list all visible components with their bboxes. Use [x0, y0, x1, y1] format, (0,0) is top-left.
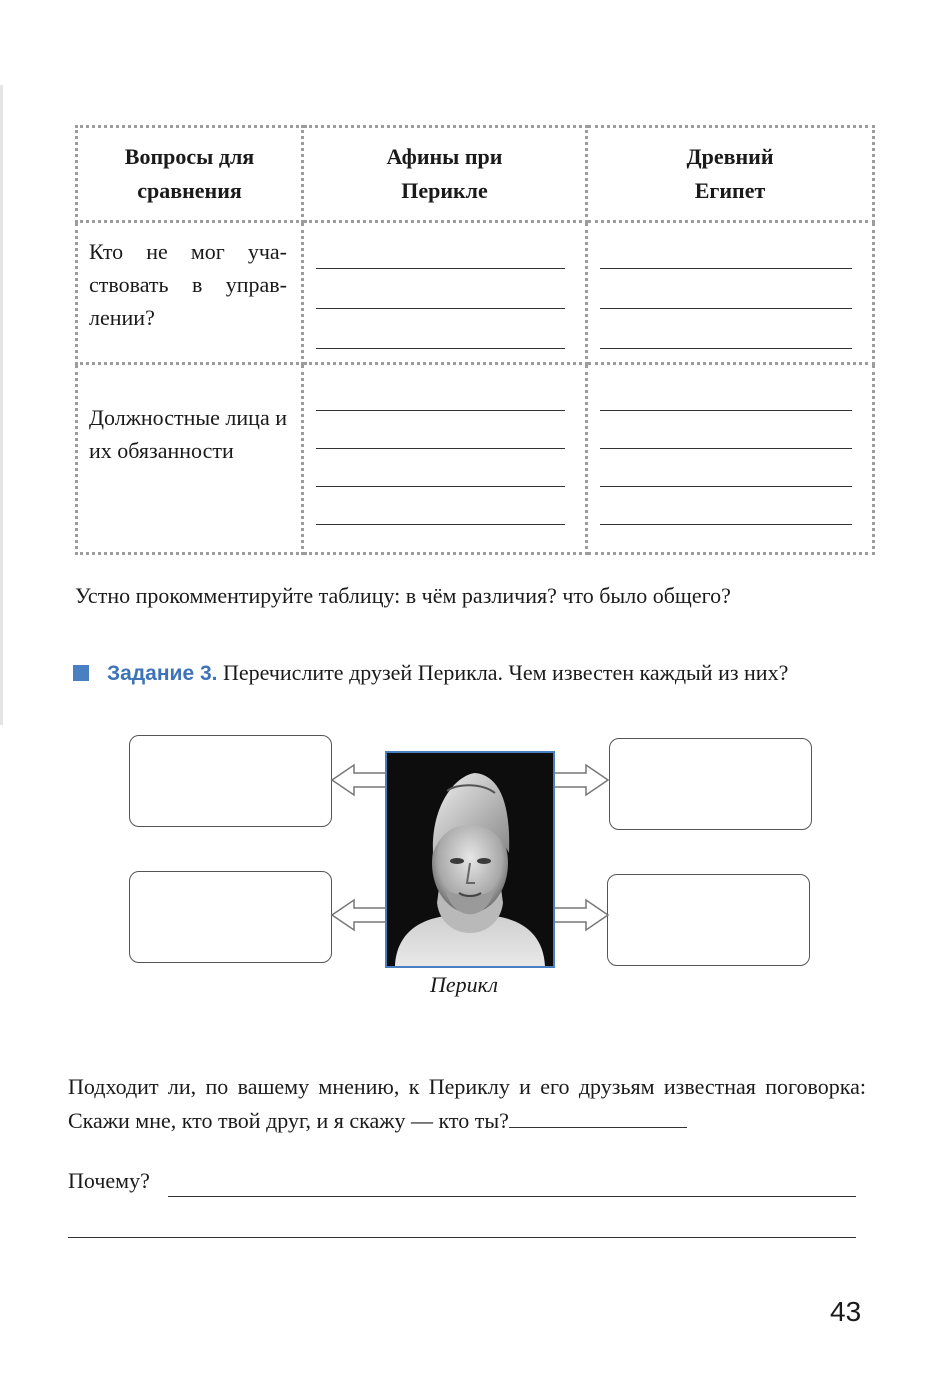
- pericles-bust-image: [387, 753, 553, 966]
- answer-line[interactable]: [316, 487, 565, 525]
- answer-line[interactable]: [600, 269, 852, 309]
- friend-answer-box-bottom-left[interactable]: [129, 871, 332, 963]
- pericles-portrait: [385, 751, 555, 968]
- square-bullet-icon: [73, 665, 89, 681]
- header-egypt: Древний Египет: [587, 127, 874, 222]
- answer-line[interactable]: [316, 269, 565, 309]
- answer-cell-athens[interactable]: [303, 364, 587, 554]
- task-3-heading: [73, 660, 788, 686]
- answer-line[interactable]: [316, 309, 565, 349]
- answer-line[interactable]: [316, 373, 565, 411]
- answer-cell-egypt[interactable]: [587, 364, 874, 554]
- table-row: [77, 364, 874, 554]
- comment-instruction: Устно прокомментируйте таблицу: в чём различия? что было общего?: [75, 583, 731, 608]
- answer-line[interactable]: [509, 1109, 687, 1128]
- answer-line[interactable]: [600, 309, 852, 349]
- task-text: Перечислите друзей Перикла. Чем известен каждый из них?: [222, 660, 789, 685]
- row-question-cell: [77, 222, 303, 364]
- task-label: Задание 3.: [107, 662, 218, 685]
- proverb-question: [68, 1070, 866, 1138]
- answer-cell-egypt[interactable]: [587, 222, 874, 364]
- answer-line[interactable]: [316, 449, 565, 487]
- header-questions: Вопросы для сравнения: [77, 127, 303, 222]
- answer-line[interactable]: [600, 487, 852, 525]
- friend-answer-box-top-right[interactable]: [609, 738, 812, 830]
- row-question-cell: [77, 364, 303, 554]
- portrait-caption: Перикл: [430, 972, 498, 997]
- row-question: Должностные лица и их обязанности: [89, 405, 287, 463]
- table-row: [77, 222, 874, 364]
- why-label: Почему?: [68, 1168, 150, 1193]
- header-athens: Афины при Перикле: [303, 127, 587, 222]
- page-edge-shadow: [0, 85, 3, 725]
- answer-line[interactable]: [600, 411, 852, 449]
- arrow-left-icon: [330, 897, 388, 933]
- answer-line[interactable]: [168, 1196, 856, 1197]
- answer-cell-athens[interactable]: [303, 222, 587, 364]
- proverb-question-text: Подходит ли, по вашему мнению, к Периклу и его друзьям известная поговорка: Скажи мне, кто твой друг, и я скажу — кто ты?: [68, 1074, 866, 1133]
- row-question: Кто не мог участвовать в управлении?: [89, 239, 287, 330]
- arrow-right-icon: [552, 897, 610, 933]
- page-number: 43: [830, 1296, 862, 1327]
- answer-line[interactable]: [316, 411, 565, 449]
- answer-line[interactable]: [316, 229, 565, 269]
- answer-line[interactable]: [600, 373, 852, 411]
- arrow-left-icon: [330, 762, 388, 798]
- answer-line[interactable]: [600, 449, 852, 487]
- answer-line[interactable]: [68, 1237, 856, 1238]
- answer-line[interactable]: [600, 229, 852, 269]
- friend-answer-box-bottom-right[interactable]: [607, 874, 810, 966]
- friend-answer-box-top-left[interactable]: [129, 735, 332, 827]
- table-header-row: [77, 127, 874, 222]
- comparison-table: [75, 125, 875, 555]
- arrow-right-icon: [552, 762, 610, 798]
